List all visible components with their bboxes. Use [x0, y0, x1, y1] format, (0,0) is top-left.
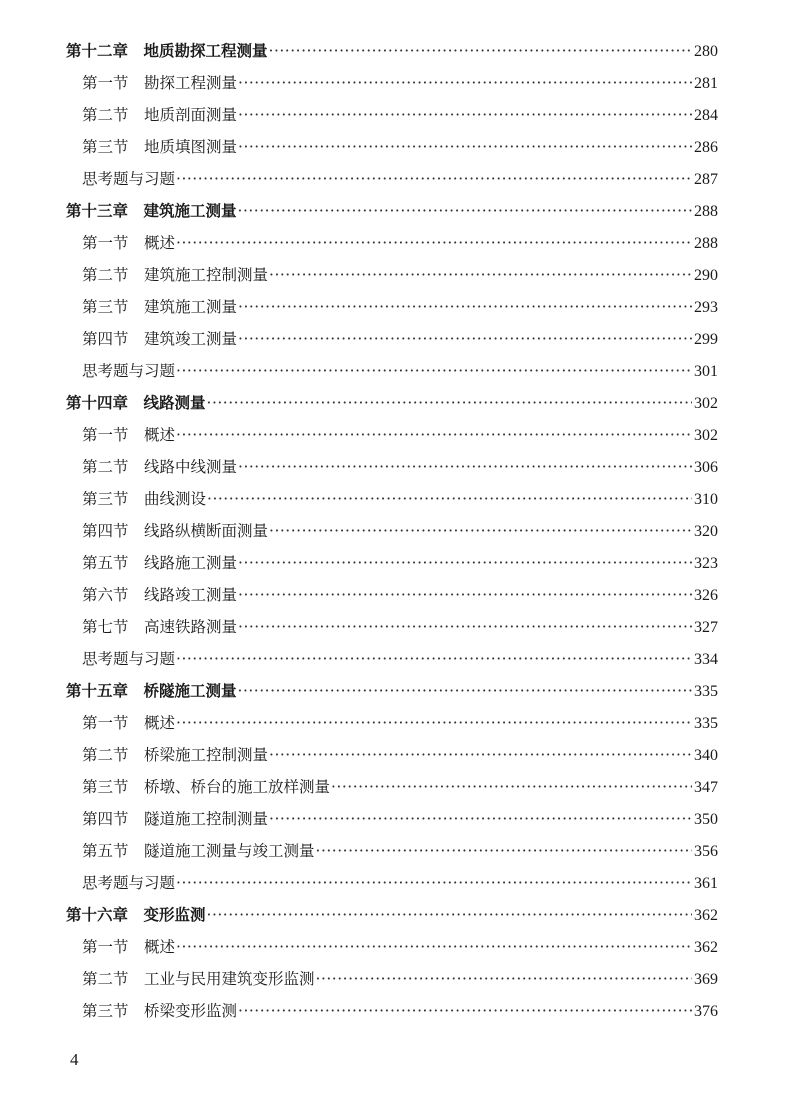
toc-entry-title: 第十四章 线路测量 [66, 394, 206, 412]
toc-entry-title: 第四节 隧道施工控制测量 [82, 810, 269, 828]
toc-entry-page-number: 340 [694, 747, 718, 764]
toc-section-entry[interactable] [66, 259, 718, 291]
toc-entry-title: 第四节 建筑竣工测量 [82, 330, 238, 348]
dot-leader [238, 675, 692, 707]
dot-leader [238, 451, 692, 483]
toc-entry-title: 第十六章 变形监测 [66, 906, 206, 924]
toc-section-entry[interactable] [66, 579, 718, 611]
toc-entry-title: 思考题与习题 [82, 170, 176, 188]
dot-leader [238, 195, 692, 227]
toc-section-entry[interactable] [66, 739, 718, 771]
toc-section-entry[interactable] [66, 771, 718, 803]
toc-entry-page-number: 362 [694, 939, 718, 956]
toc-entry-title: 第十五章 桥隧施工测量 [66, 682, 237, 700]
dot-leader [176, 163, 692, 195]
toc-entry-title: 第十三章 建筑施工测量 [66, 202, 237, 220]
toc-entry-title: 第四节 线路纵横断面测量 [82, 522, 269, 540]
toc-entry-page-number: 302 [694, 427, 718, 444]
dot-leader [238, 547, 692, 579]
dot-leader [269, 259, 692, 291]
toc-section-entry[interactable] [66, 419, 718, 451]
toc-entry-page-number: 284 [694, 107, 718, 124]
toc-entry-title: 第三节 桥梁变形监测 [82, 1002, 238, 1020]
toc-chapter-entry[interactable] [66, 195, 718, 227]
toc-section-entry[interactable] [66, 931, 718, 963]
dot-leader [238, 67, 692, 99]
dot-leader [238, 579, 692, 611]
toc-entry-title: 第五节 隧道施工测量与竣工测量 [82, 842, 315, 860]
toc-entry-page-number: 335 [694, 683, 718, 700]
toc-exercise-entry[interactable] [66, 163, 718, 195]
toc-entry-title: 第五节 线路施工测量 [82, 554, 238, 572]
toc-entry-page-number: 286 [694, 139, 718, 156]
toc-entry-title: 第三节 地质填图测量 [82, 138, 238, 156]
toc-exercise-entry[interactable] [66, 355, 718, 387]
toc-entry-title: 第二节 工业与民用建筑变形监测 [82, 970, 315, 988]
toc-chapter-entry[interactable] [66, 387, 718, 419]
toc-entry-page-number: 306 [694, 459, 718, 476]
toc-entry-page-number: 350 [694, 811, 718, 828]
toc-entry-page-number: 299 [694, 331, 718, 348]
toc-entry-page-number: 293 [694, 299, 718, 316]
toc-section-entry[interactable] [66, 547, 718, 579]
toc-entry-title: 第三节 曲线测设 [82, 490, 207, 508]
toc-entry-page-number: 356 [694, 843, 718, 860]
toc-entry-page-number: 362 [694, 907, 718, 924]
toc-section-entry[interactable] [66, 835, 718, 867]
dot-leader [176, 931, 692, 963]
dot-leader [238, 99, 692, 131]
toc-entry-title: 第七节 高速铁路测量 [82, 618, 238, 636]
toc-entry-page-number: 310 [694, 491, 718, 508]
toc-entry-title: 第六节 线路竣工测量 [82, 586, 238, 604]
toc-entry-title: 第二节 线路中线测量 [82, 458, 238, 476]
dot-leader [176, 227, 692, 259]
toc-entry-page-number: 347 [694, 779, 718, 796]
dot-leader [176, 707, 692, 739]
toc-entry-title: 第一节 概述 [82, 426, 176, 444]
toc-entry-page-number: 290 [694, 267, 718, 284]
dot-leader [269, 803, 692, 835]
toc-section-entry[interactable] [66, 451, 718, 483]
dot-leader [238, 323, 692, 355]
toc-entry-title: 第一节 概述 [82, 714, 176, 732]
toc-entry-title: 思考题与习题 [82, 362, 176, 380]
toc-entry-title: 思考题与习题 [82, 874, 176, 892]
toc-entry-page-number: 280 [694, 43, 718, 60]
dot-leader [207, 899, 692, 931]
toc-entry-title: 第二节 建筑施工控制测量 [82, 266, 269, 284]
toc-chapter-entry[interactable] [66, 35, 718, 67]
toc-entry-page-number: 288 [694, 235, 718, 252]
toc-entry-title: 第二节 桥梁施工控制测量 [82, 746, 269, 764]
toc-exercise-entry[interactable] [66, 643, 718, 675]
toc-entry-page-number: 281 [694, 75, 718, 92]
dot-leader [238, 995, 692, 1027]
dot-leader [331, 771, 692, 803]
toc-chapter-entry[interactable] [66, 899, 718, 931]
dot-leader [176, 643, 692, 675]
toc-entry-page-number: 288 [694, 203, 718, 220]
dot-leader [176, 355, 692, 387]
toc-entry-page-number: 327 [694, 619, 718, 636]
dot-leader [316, 835, 692, 867]
toc-section-entry[interactable] [66, 515, 718, 547]
toc-entry-title: 第二节 地质剖面测量 [82, 106, 238, 124]
dot-leader [269, 515, 692, 547]
table-of-contents [66, 35, 718, 1027]
toc-entry-page-number: 335 [694, 715, 718, 732]
toc-entry-page-number: 320 [694, 523, 718, 540]
toc-entry-page-number: 287 [694, 171, 718, 188]
toc-entry-title: 第一节 概述 [82, 938, 176, 956]
toc-section-entry[interactable] [66, 483, 718, 515]
toc-entry-page-number: 323 [694, 555, 718, 572]
toc-section-entry[interactable] [66, 611, 718, 643]
toc-section-entry[interactable] [66, 803, 718, 835]
toc-section-entry[interactable] [66, 99, 718, 131]
toc-entry-title: 第一节 概述 [82, 234, 176, 252]
dot-leader [176, 867, 692, 899]
page-number: 4 [70, 1050, 79, 1069]
toc-entry-title: 思考题与习题 [82, 650, 176, 668]
dot-leader [269, 35, 692, 67]
toc-section-entry[interactable] [66, 67, 718, 99]
dot-leader [238, 131, 692, 163]
toc-entry-page-number: 301 [694, 363, 718, 380]
dot-leader [207, 387, 692, 419]
dot-leader [316, 963, 692, 995]
toc-entry-page-number: 369 [694, 971, 718, 988]
toc-entry-page-number: 361 [694, 875, 718, 892]
dot-leader [176, 419, 692, 451]
toc-exercise-entry[interactable] [66, 867, 718, 899]
toc-section-entry[interactable] [66, 707, 718, 739]
toc-section-entry[interactable] [66, 995, 718, 1027]
dot-leader [269, 739, 692, 771]
dot-leader [238, 291, 692, 323]
toc-entry-title: 第三节 建筑施工测量 [82, 298, 238, 316]
toc-entry-title: 第三节 桥墩、桥台的施工放样测量 [82, 778, 331, 796]
dot-leader [238, 611, 692, 643]
dot-leader [207, 483, 692, 515]
toc-section-entry[interactable] [66, 131, 718, 163]
toc-entry-page-number: 376 [694, 1003, 718, 1020]
toc-entry-page-number: 334 [694, 651, 718, 668]
toc-entry-page-number: 302 [694, 395, 718, 412]
toc-entry-title: 第一节 勘探工程测量 [82, 74, 238, 92]
toc-entry-page-number: 326 [694, 587, 718, 604]
toc-section-entry[interactable] [66, 323, 718, 355]
toc-chapter-entry[interactable] [66, 675, 718, 707]
toc-section-entry[interactable] [66, 291, 718, 323]
toc-section-entry[interactable] [66, 963, 718, 995]
toc-entry-title: 第十二章 地质勘探工程测量 [66, 42, 268, 60]
toc-section-entry[interactable] [66, 227, 718, 259]
